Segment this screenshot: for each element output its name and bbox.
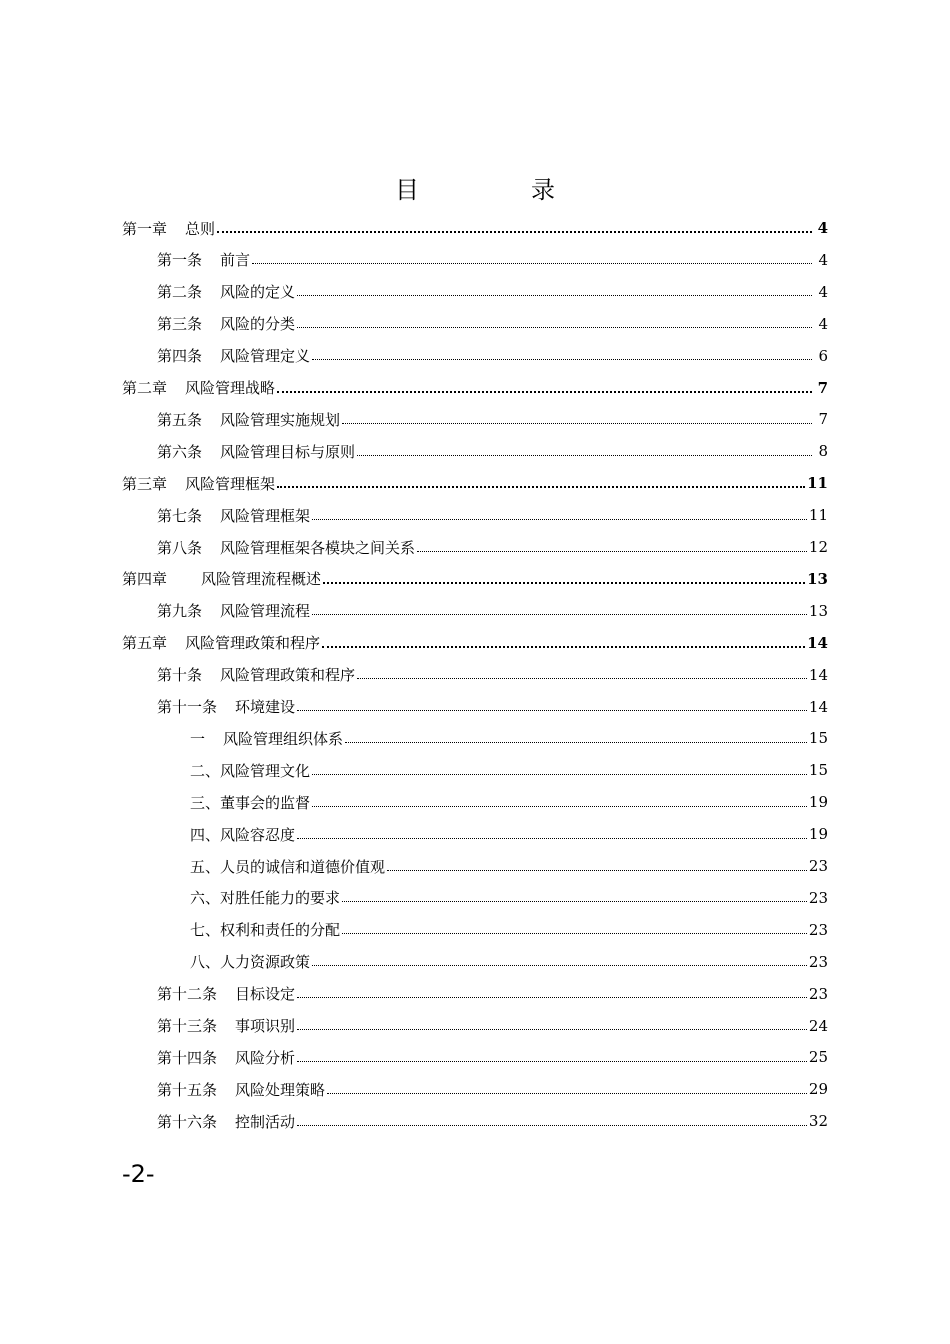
toc-dot-leader — [417, 551, 807, 552]
toc-page-number: 8 — [818, 442, 828, 461]
toc-entry-title: 风险管理目标与原则 — [220, 442, 356, 461]
toc-page-number: 19 — [808, 793, 828, 812]
toc-entry-number: 第十三条 — [157, 1017, 218, 1035]
toc-dot-leader — [312, 359, 812, 360]
toc-entry-title: 风险管理定义 — [220, 347, 311, 366]
toc-article-entry[interactable] — [157, 1073, 828, 1105]
toc-dot-leader — [342, 901, 807, 902]
toc-page-number: 4 — [818, 314, 828, 333]
toc-chapter-entry[interactable] — [122, 467, 828, 499]
toc-entry-label — [157, 537, 415, 558]
toc-entry-label — [190, 728, 343, 749]
toc-dot-leader — [387, 870, 807, 871]
toc-dot-leader — [312, 519, 807, 520]
toc-entry-title: 控制活动 — [235, 1112, 296, 1131]
toc-entry-number: 三、 — [190, 793, 221, 812]
toc-entry-title: 风险分析 — [235, 1048, 296, 1067]
toc-entry-number: 八、 — [190, 953, 221, 972]
toc-entry-number: 第三条 — [157, 315, 203, 334]
toc-dot-leader — [357, 455, 812, 456]
toc-entry-number: 第三章 — [122, 474, 168, 493]
toc-entry-label — [122, 377, 275, 398]
toc-entry-label — [122, 218, 215, 239]
toc-entry-number: 第一章 — [122, 219, 168, 238]
toc-entry-label — [157, 505, 310, 526]
toc-article-entry[interactable] — [157, 308, 828, 340]
toc-dot-leader — [297, 997, 807, 998]
toc-entry-title: 环境建设 — [235, 698, 296, 716]
toc-dot-leader — [277, 486, 805, 488]
toc-entry-title: 风险管理文化 — [220, 761, 311, 780]
toc-article-entry[interactable] — [157, 1041, 828, 1073]
toc-page-number: 23 — [808, 888, 828, 907]
toc-entry-number: 一 — [190, 729, 206, 748]
toc-page-number: 23 — [808, 952, 828, 971]
toc-entry-title: 风险管理政策和程序 — [220, 666, 356, 685]
toc-dot-leader — [297, 710, 807, 711]
toc-entry-label — [122, 568, 321, 589]
toc-entry-label — [157, 664, 355, 685]
toc-item-entry[interactable] — [190, 754, 828, 786]
toc-entry-label — [157, 345, 310, 366]
toc-entry-number: 第九条 — [157, 602, 203, 621]
toc-page-number: 7 — [817, 378, 828, 397]
toc-page-number: 11 — [807, 474, 828, 493]
toc-item-entry[interactable] — [190, 914, 828, 946]
toc-page-number: 4 — [818, 250, 828, 269]
toc-entry-label — [157, 281, 295, 302]
toc-article-entry[interactable] — [157, 340, 828, 372]
toc-entry-number: 六、 — [190, 889, 221, 908]
toc-article-entry[interactable] — [157, 276, 828, 308]
toc-page-number: 11 — [808, 506, 828, 525]
toc-page-number: 15 — [808, 761, 828, 780]
toc-entry-number: 第十一条 — [157, 698, 218, 716]
toc-dot-leader — [297, 1125, 807, 1126]
toc-entry-label — [157, 313, 295, 334]
toc-entry-number: 第十四条 — [157, 1048, 218, 1067]
toc-article-entry[interactable] — [157, 691, 828, 723]
toc-page-number: 24 — [808, 1016, 828, 1035]
toc-dot-leader — [297, 295, 812, 296]
toc-article-entry[interactable] — [157, 435, 828, 467]
toc-entry-label — [190, 760, 310, 781]
toc-dot-leader — [217, 231, 812, 233]
toc-dot-leader — [297, 1061, 807, 1062]
toc-entry-label — [157, 249, 250, 270]
toc-entry-title: 风险管理框架 — [185, 474, 276, 493]
toc-page-number: 13 — [807, 569, 828, 588]
toc-dot-leader — [312, 965, 807, 966]
toc-entry-number: 第七条 — [157, 506, 203, 525]
toc-entry-title: 事项识别 — [235, 1017, 296, 1035]
toc-dot-leader — [322, 646, 805, 648]
toc-entry-label — [190, 887, 340, 908]
toc-entry-title: 风险的定义 — [220, 283, 296, 302]
toc-entry-title: 总则 — [185, 219, 216, 238]
toc-page-number: 32 — [808, 1112, 828, 1131]
toc-dot-leader — [252, 263, 812, 264]
toc-entry-title: 风险的分类 — [220, 315, 296, 334]
toc-entry-number: 第十五条 — [157, 1080, 218, 1099]
toc-page-number: 19 — [808, 825, 828, 844]
toc-entry-title: 风险管理流程 — [220, 602, 311, 621]
toc-dot-leader — [327, 1093, 807, 1094]
toc-page-number: 4 — [818, 282, 828, 301]
toc-item-entry[interactable] — [190, 882, 828, 914]
toc-entry-label — [157, 1047, 295, 1068]
toc-dot-leader — [345, 742, 807, 743]
toc-page-number: 13 — [808, 601, 828, 620]
toc-article-entry[interactable] — [157, 244, 828, 276]
toc-page-number: 12 — [808, 538, 828, 556]
toc-article-entry[interactable] — [157, 659, 828, 691]
toc-entry-title: 风险管理战略 — [185, 379, 276, 397]
toc-article-entry[interactable] — [157, 403, 828, 435]
toc-entry-label — [190, 824, 295, 845]
toc-page-number: 15 — [808, 729, 828, 748]
toc-entry-number: 第十六条 — [157, 1112, 218, 1131]
toc-entry-number: 第四章 — [122, 570, 168, 589]
toc-entry-title: 风险管理流程概述 — [201, 570, 322, 589]
toc-dot-leader — [312, 774, 807, 775]
toc-entry-label — [157, 1111, 295, 1132]
toc-chapter-entry[interactable] — [122, 563, 828, 595]
toc-dot-leader — [297, 838, 807, 839]
toc-page-number: 6 — [818, 346, 828, 365]
toc-page-number: 14 — [808, 697, 828, 716]
toc-entry-title: 权利和责任的分配 — [220, 921, 341, 940]
toc-entry-label — [157, 441, 355, 462]
toc-entry-label — [157, 1015, 295, 1036]
toc-entry-title: 人力资源政策 — [220, 953, 311, 972]
toc-page-number: 23 — [808, 920, 828, 939]
toc-page-number: 7 — [818, 410, 828, 429]
toc-entry-number: 四、 — [190, 825, 221, 844]
toc-item-entry[interactable] — [190, 850, 828, 882]
toc-entry-number: 第五条 — [157, 410, 203, 429]
toc-item-entry[interactable] — [190, 818, 828, 850]
toc-entry-title: 前言 — [220, 251, 251, 270]
toc-entry-label — [157, 696, 295, 717]
toc-article-entry[interactable] — [157, 1105, 828, 1137]
toc-dot-leader — [342, 423, 812, 424]
toc-page-number: 23 — [808, 857, 828, 875]
toc-entry-label — [190, 919, 340, 940]
toc-entry-number: 第二章 — [122, 379, 168, 397]
toc-article-entry[interactable] — [157, 531, 828, 563]
toc-page-number: 14 — [807, 633, 828, 652]
page-title: 目 录 — [395, 176, 599, 204]
toc-entry-label — [157, 600, 310, 621]
toc-entry-number: 第五章 — [122, 634, 168, 653]
toc-dot-leader — [297, 1029, 807, 1030]
toc-entry-title: 风险容忍度 — [220, 825, 296, 844]
toc-entry-title: 风险管理框架各模块之间关系 — [220, 538, 416, 557]
toc-entry-title: 人员的诚信和道德价值观 — [220, 857, 386, 876]
toc-item-entry[interactable] — [190, 786, 828, 818]
toc-dot-leader — [342, 933, 807, 934]
toc-entry-number: 第一条 — [157, 251, 203, 270]
toc-entry-number: 五、 — [190, 857, 221, 876]
toc-chapter-entry[interactable] — [122, 372, 828, 404]
toc-entry-title: 风险管理实施规划 — [220, 410, 341, 429]
toc-dot-leader — [277, 391, 812, 393]
toc-entry-title: 目标设定 — [235, 985, 296, 1004]
toc-item-entry[interactable] — [190, 946, 828, 978]
toc-entry-label — [157, 409, 340, 430]
toc-entry-number: 二、 — [190, 761, 221, 780]
toc-page-number: 4 — [817, 219, 828, 237]
toc-dot-leader — [312, 614, 807, 615]
toc-entry-number: 第四条 — [157, 347, 203, 366]
toc-chapter-entry[interactable] — [122, 627, 828, 659]
toc-entry-label — [190, 951, 310, 972]
toc-entry-title: 对胜任能力的要求 — [220, 889, 341, 908]
toc-entry-number: 第二条 — [157, 283, 203, 302]
toc-article-entry[interactable] — [157, 978, 828, 1010]
toc-page-number: 23 — [808, 984, 828, 1003]
toc-dot-leader — [357, 678, 807, 679]
toc-page-number: 25 — [808, 1048, 828, 1067]
toc-dot-leader — [297, 327, 812, 328]
toc-entry-title: 风险处理策略 — [235, 1080, 326, 1099]
toc-entry-title: 风险管理组织体系 — [223, 729, 344, 748]
toc-chapter-entry[interactable] — [122, 212, 828, 244]
toc-page-number: 14 — [808, 665, 828, 684]
toc-entry-label — [122, 473, 275, 494]
toc-entry-title: 风险管理框架 — [220, 506, 311, 525]
toc-entry-number: 第十条 — [157, 666, 203, 685]
toc-item-entry[interactable] — [190, 722, 828, 754]
toc-article-entry[interactable] — [157, 499, 828, 531]
toc-entry-label — [157, 983, 295, 1004]
toc-entry-label — [122, 632, 320, 653]
toc-article-entry[interactable] — [157, 1010, 828, 1042]
toc-entry-label — [157, 1079, 325, 1100]
toc-entry-title: 董事会的监督 — [220, 793, 311, 812]
toc-entry-number: 第六条 — [157, 442, 203, 461]
toc-entry-number: 七、 — [190, 921, 221, 940]
toc-entry-label — [190, 856, 385, 877]
toc-entry-number: 第八条 — [157, 538, 203, 557]
toc-entry-title: 风险管理政策和程序 — [185, 634, 321, 653]
toc-dot-leader — [323, 582, 805, 584]
page-number: -2- — [122, 1160, 155, 1188]
toc-entry-label — [190, 792, 310, 813]
toc-page-number: 29 — [808, 1080, 828, 1099]
toc-dot-leader — [312, 806, 807, 807]
toc-article-entry[interactable] — [157, 595, 828, 627]
toc-entry-number: 第十二条 — [157, 985, 218, 1004]
